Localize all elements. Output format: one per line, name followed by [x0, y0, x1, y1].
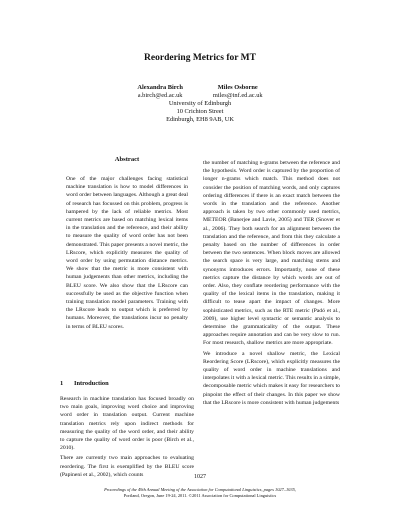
paragraph: Research in machine translation has focused broadly on two main goals, improving word choice and improving word order in translation output. Current machine translation metrics rely upon indirect methods for measuring the quality of the word order, and their ability to capture the quality of word order is poor (Birch et al., 2010). — [60, 396, 194, 452]
affiliation-line: 10 Crichton Street — [176, 108, 224, 115]
section-heading — [60, 380, 109, 387]
proceedings-footer — [0, 487, 400, 500]
section-title: Introduction — [74, 380, 109, 387]
intro-column — [60, 395, 194, 479]
affiliation — [0, 100, 400, 124]
right-column — [203, 159, 340, 407]
paragraph: There are currently two main approaches to evaluating reordering. The first is exemplified by the BLEU score (Papineni et al., 2002), which counts — [60, 455, 194, 478]
paragraph: We introduce a novel shallow metric, the Lexical Reordering Score (LRscore), which explicitly measures the quality of word order in machine translations and interpolates it with a lexical metric. This results in a simple, decomposable metric which makes it easy for researchers to pinpoint the effect of their changes. In this paper we show that the LRscore is more consistent with human judgements — [203, 350, 340, 406]
paragraph: the number of matching n-grams between the reference and the hypothesis. Word order is captured by the proportion of longer n-grams which match. This method does not consider the position of matching words, and only captures ordering differences if there is an exact match between the words in the translation and the reference. Another approach is taken by two other commonly used metrics, METEOR (Banerjee and Lavie, 2005) and TER (Snover et al., 2006). They both search for an alignment between the translation and the reference, and from this they calculate a penalty based on the number of differences in order between the two sentences. When block moves are allowed the search space is very large, and matching stems and synonyms introduces errors. Importantly, none of these metrics capture the distance by which words are out of order. Also, they conflate reordering performance with the quality of the lexical items in the translation, making it difficult to tease apart the impact of changes. More sophisticated metrics, such as the RTE metric (Padó et al., 2009), use higher level syntactic or semantic analysis to determine the grammaticality of the output. These approaches require annotation and can be very slow to run. For most research, shallow metrics are more appropriate. — [203, 160, 340, 347]
author-block — [0, 84, 400, 100]
paper-title: Reordering Metrics for MT — [144, 53, 256, 63]
page-number: 1027 — [194, 474, 206, 480]
author-2-email: miles@inf.ed.ac.uk — [212, 92, 263, 99]
author-1-name: Alexandra Birch — [137, 84, 183, 91]
footer-place: Portland, Oregon, June 19-24, 2011. ©2011 Association for Computational Linguistics — [123, 493, 277, 499]
author-1 — [137, 84, 183, 100]
author-2-name: Miles Osborne — [217, 84, 258, 91]
abstract-heading: Abstract — [114, 156, 140, 163]
affiliation-line: University of Edinburgh — [168, 100, 232, 107]
affiliation-line: Edinburgh, EH8 9AB, UK — [166, 116, 234, 123]
abstract-text: One of the major challenges facing statistical machine translation is how to model differences in word order between languages. Although a great deal of research has focussed on this problem, progress is hampered by the lack of reliable metrics. Most current metrics are based on matching lexical items in the translation and the reference, and their ability to measure the quality of word order has not been demonstrated. This paper presents a novel metric, the LRscore, which explicitly measures the quality of word order by using permutation distance metrics. We show that the metric is more consistent with human judgements than other metrics, including the BLEU score. We also show that the LRscore can successfully be used as the objective function when training translation model parameters. Training with the LRscore leads to output which is preferred by humans. Moreover, the translations incur no penalty in terms of BLEU scores. — [66, 176, 188, 330]
section-number: 1 — [60, 380, 64, 387]
author-2 — [213, 84, 263, 100]
footer-venue: Proceedings of the 49th Annual Meeting of the Association for Computational Linguistics, pages 1027–1035, — [104, 487, 296, 492]
author-1-email: a.birch@ed.ac.uk — [137, 92, 183, 99]
